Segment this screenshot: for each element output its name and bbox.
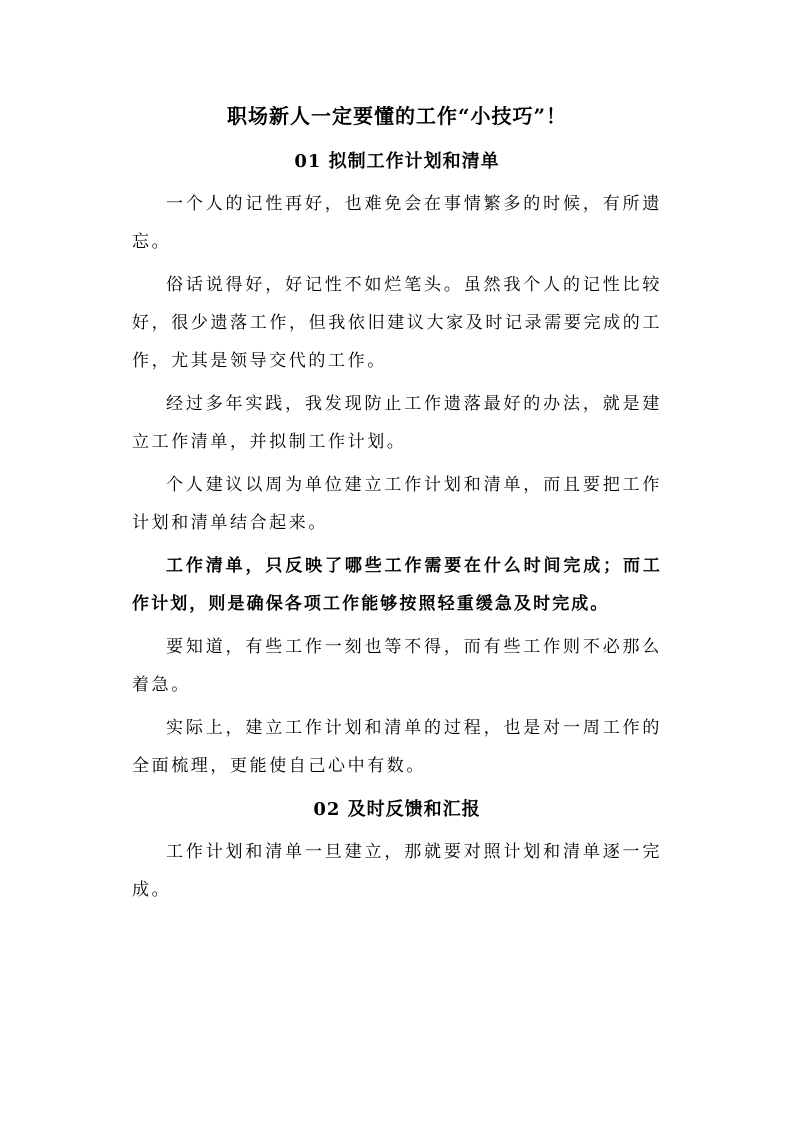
section-heading-01: 01 拟制工作计划和清单 xyxy=(294,151,500,172)
paragraph: 经过多年实践，我发现防止工作遗落最好的办法，就是建立工作清单，并拟制工作计划。 xyxy=(132,394,662,452)
document-body xyxy=(132,98,662,909)
document-title: 职场新人一定要懂的工作“小技巧”！ xyxy=(226,104,567,128)
emphasized-paragraph: 工作清单，只反映了哪些工作需要在什么时间完成；而工作计划，则是确保各项工作能够按照轻重缓急及时完成。 xyxy=(132,556,662,614)
paragraph: 个人建议以周为单位建立工作计划和清单，而且要把工作计划和清单结合起来。 xyxy=(132,475,662,533)
paragraph: 工作计划和清单一旦建立，那就要对照计划和清单逐一完成。 xyxy=(132,842,662,900)
paragraph: 一个人的记性再好，也难免会在事情繁多的时候，有所遗忘。 xyxy=(132,194,662,252)
paragraph: 俗话说得好，好记性不如烂笔头。虽然我个人的记性比较好，很少遗落工作，但我依旧建议大家及时记录需要完成的工作，尤其是领导交代的工作。 xyxy=(132,275,662,371)
paragraph: 实际上，建立工作计划和清单的过程，也是对一周工作的全面梳理，更能使自己心中有数。 xyxy=(132,718,662,776)
paragraph: 要知道，有些工作一刻也等不得，而有些工作则不必那么着急。 xyxy=(132,637,662,695)
section-heading-02: 02 及时反馈和汇报 xyxy=(313,799,481,820)
